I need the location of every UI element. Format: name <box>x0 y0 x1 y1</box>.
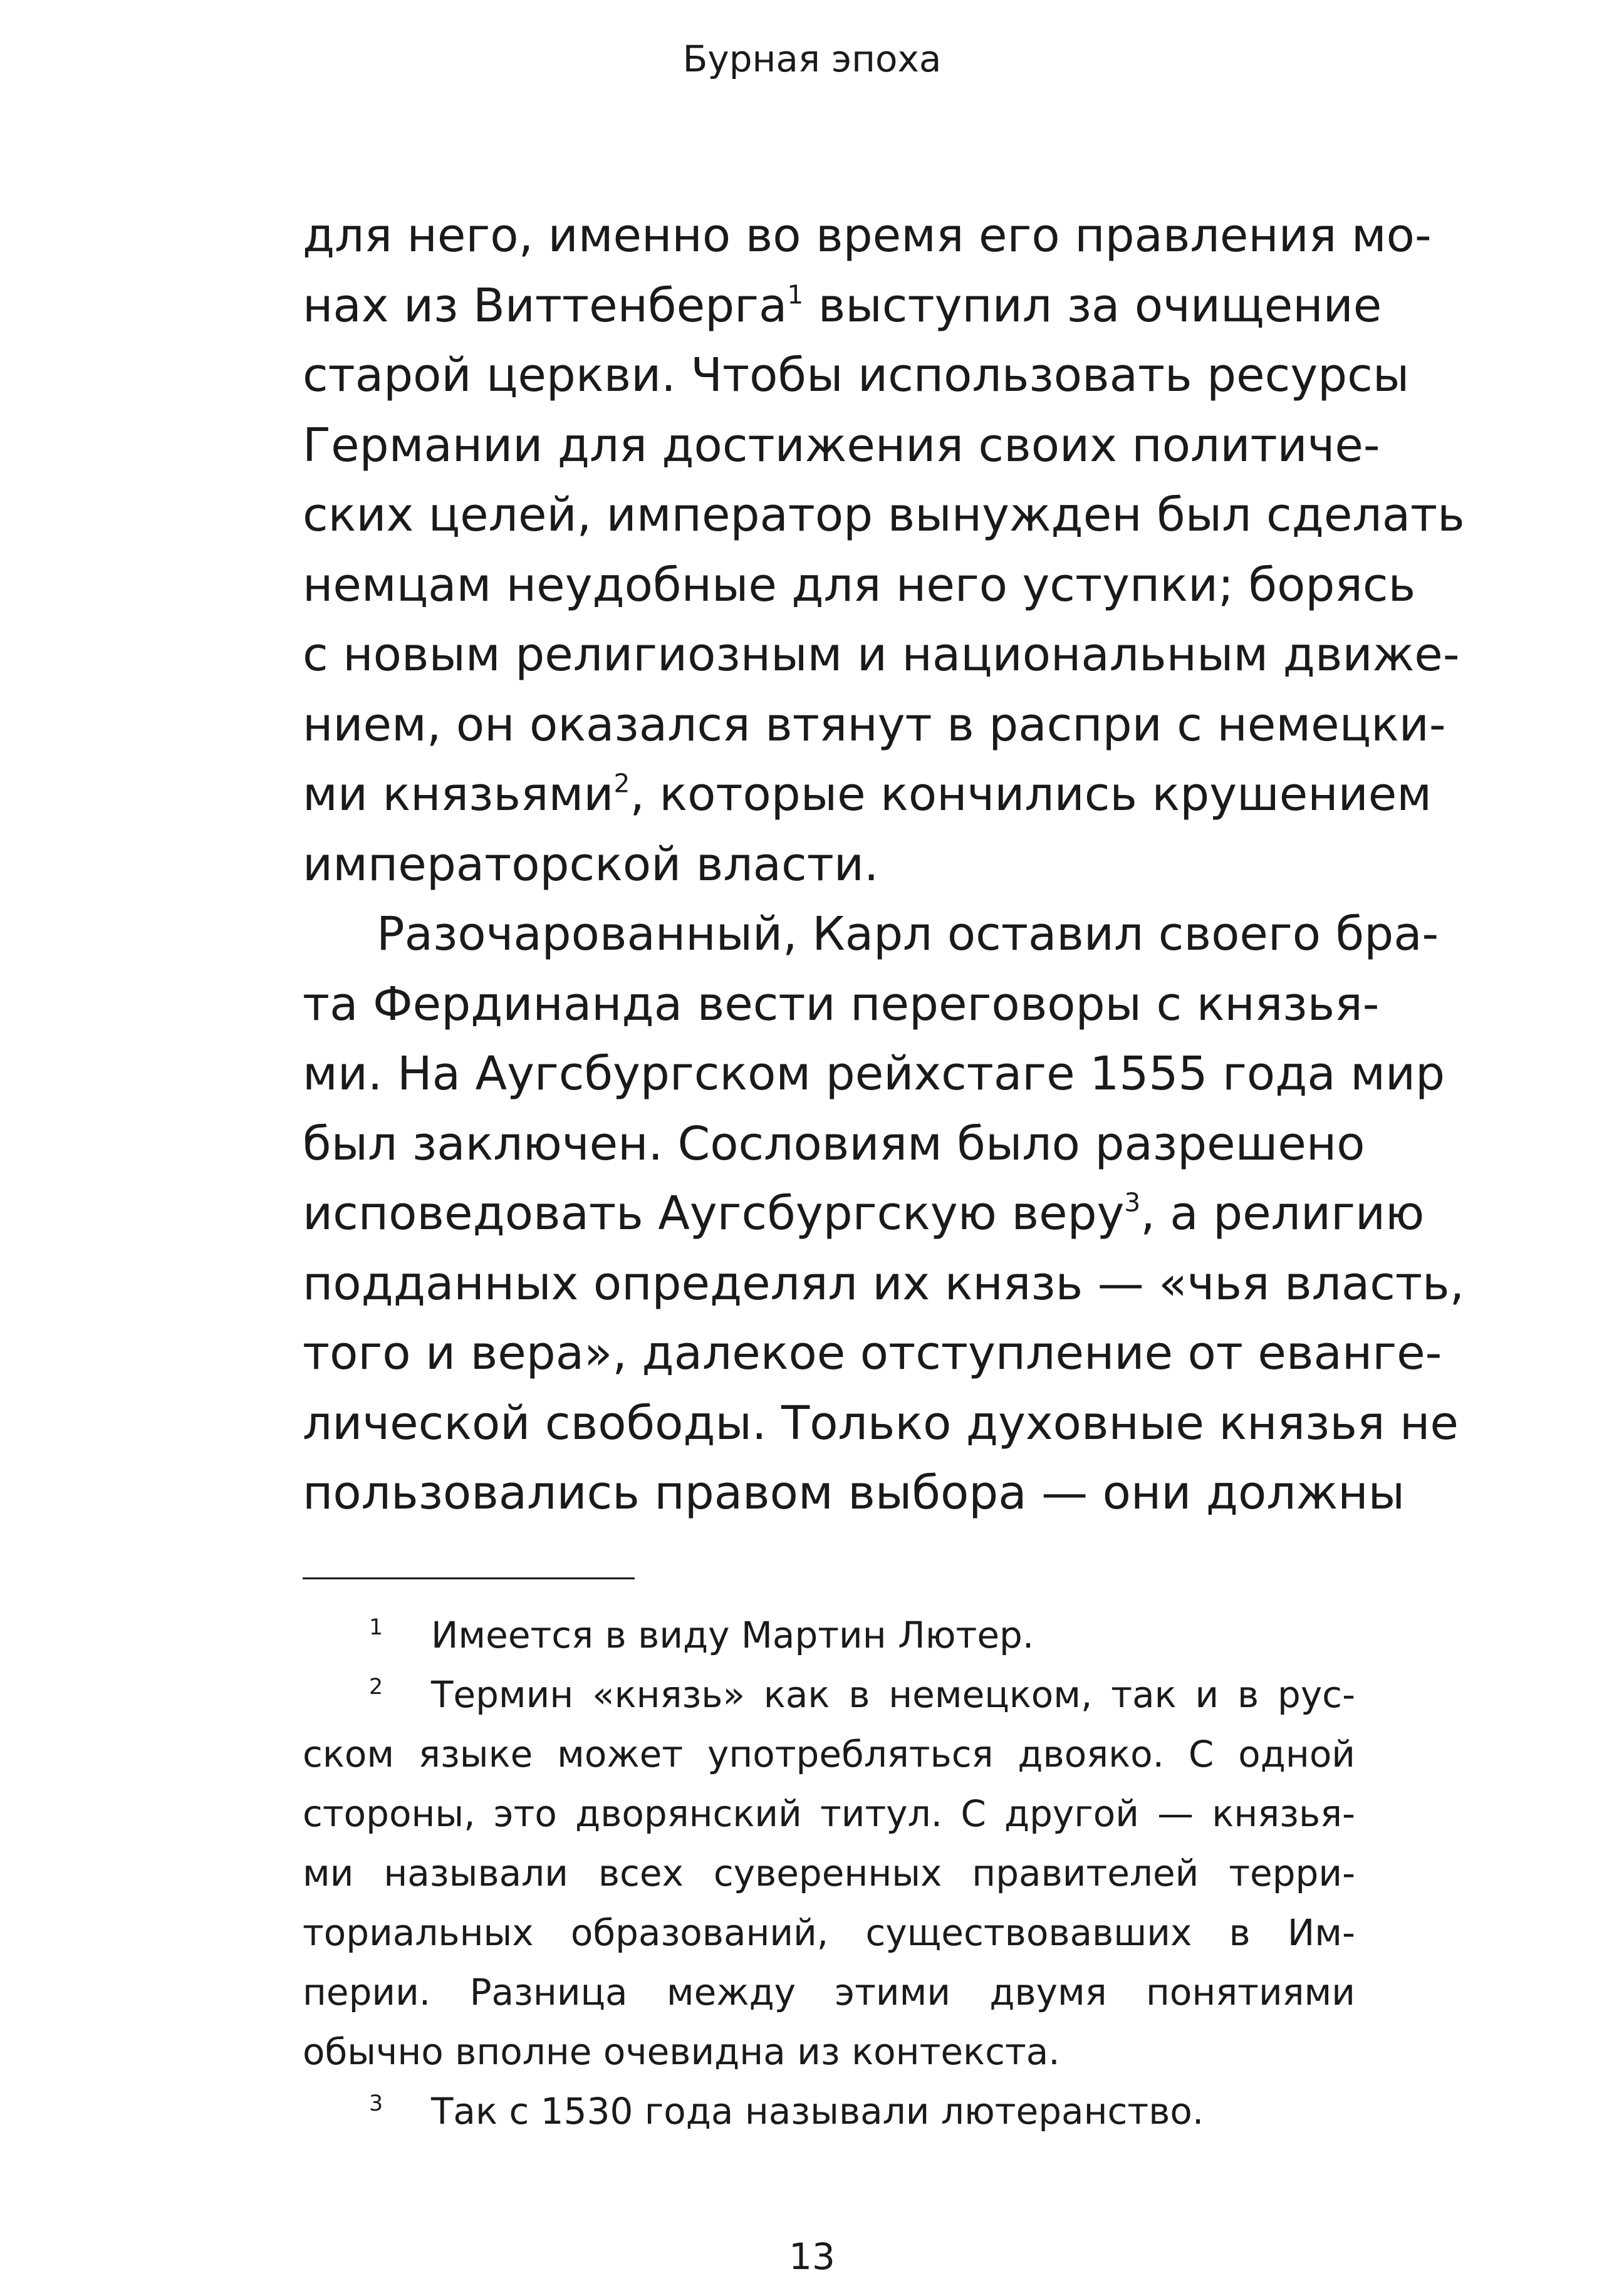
text-segment: старой церкви. Чтобы использовать ресурсы <box>303 348 1410 402</box>
text-segment: , а религию <box>1140 1187 1425 1240</box>
footnote-text: перии. Разница между этими двумя понятиями <box>303 1971 1355 2013</box>
text-segment: Разочарованный, Карл оставил своего бра- <box>377 907 1439 961</box>
text-segment: того и вера», далекое отступление от еванге- <box>303 1326 1442 1380</box>
text-line <box>303 900 1439 970</box>
text-line <box>303 1109 1365 1180</box>
text-segment: был заключен. Сословиям было разрешено <box>303 1116 1365 1171</box>
page-number: 13 <box>789 2235 835 2278</box>
footnote-text: Термин «князь» как в немецком, так и в рус- <box>431 1673 1355 1716</box>
text-segment: , которые кончились крушением <box>630 767 1432 821</box>
footnote-line <box>303 1784 1355 1844</box>
text-segment: выступил за очищение <box>803 278 1382 333</box>
footnote-ref[interactable]: 3 <box>1124 1187 1141 1218</box>
text-line <box>303 411 1380 481</box>
text-line <box>303 480 1465 551</box>
text-line <box>303 201 1432 271</box>
text-line <box>303 970 1380 1040</box>
text-line <box>303 1039 1445 1109</box>
text-segment: нием, он оказался втянут в распри с немецки- <box>303 697 1446 752</box>
text-segment: Германии для достижения своих политиче- <box>303 418 1380 472</box>
footnote-line: 2 Термин «князь» как в немецком, так и в рус- <box>369 1673 1355 1716</box>
text-line <box>303 620 1460 690</box>
text-segment: для него, именно во время его правления мо- <box>303 209 1432 262</box>
text-segment: пользовались правом выбора — они должны <box>303 1466 1405 1520</box>
text-line <box>303 760 1432 830</box>
text-line <box>303 830 1355 900</box>
text-line <box>303 341 1410 411</box>
text-segment: с новым религиозным и национальным движе- <box>303 628 1460 682</box>
footnote-text: ском языке может употребляться двояко. С одной <box>303 1733 1355 1775</box>
text-line <box>303 1389 1459 1459</box>
footnote-divider <box>303 1577 635 1579</box>
footnote-text: ми называли всех суверенных правителей терри- <box>303 1852 1355 1894</box>
text-segment: ских целей, император вынужден был сделать <box>303 488 1465 542</box>
text-segment: лической свободы. Только духовные князья не <box>303 1396 1459 1450</box>
footnotes <box>303 1606 1355 2141</box>
text-segment: исповедовать Аугсбургскую веру <box>303 1187 1125 1240</box>
footnote-text: обычно вполне очевидна из контекста. <box>303 2030 1060 2073</box>
footnote-line <box>303 1963 1355 2022</box>
footnote-line: 1 Имеется в виду Мартин Лютер. <box>369 1614 1034 1656</box>
main-text <box>303 201 1465 1529</box>
text-segment: ми князьями <box>303 767 614 821</box>
text-line <box>303 1179 1425 1249</box>
text-line <box>303 1319 1442 1389</box>
text-segment: немцам неудобные для него уступки; борясь <box>303 558 1416 612</box>
footnote-line <box>303 1903 1355 1963</box>
footnote-line <box>303 1844 1355 1903</box>
text-line <box>303 690 1446 761</box>
running-header: Бурная эпоха <box>682 38 942 80</box>
footnote-ref[interactable]: 2 <box>613 768 630 799</box>
text-segment: нах из Виттенберга <box>303 278 788 333</box>
text-line <box>303 1458 1405 1529</box>
footnote-text: Так с 1530 года называли лютеранство. <box>431 2090 1204 2132</box>
footnote-text: ториальных образований, существовавших в Им- <box>303 1911 1355 1954</box>
footnote-text: стороны, это дворянский титул. С другой — князья- <box>303 1792 1355 1835</box>
text-segment: подданных определял их князь — «чья власть, <box>303 1256 1465 1311</box>
footnote-line: 3 Так с 1530 года называли лютеранство. <box>369 2090 1204 2132</box>
footnote-text: Имеется в виду Мартин Лютер. <box>431 1614 1034 1656</box>
text-segment: та Фердинанда вести переговоры с князья- <box>303 977 1380 1031</box>
text-segment: императорской власти. <box>303 837 879 891</box>
footnote-line <box>303 2022 1355 2082</box>
text-segment: ми. На Аугсбургском рейхстаге 1555 года мир <box>303 1047 1445 1101</box>
text-line <box>303 551 1416 621</box>
footnote-ref[interactable]: 1 <box>787 279 804 310</box>
text-line <box>303 1249 1465 1319</box>
text-line <box>303 271 1382 341</box>
footnote-line <box>303 1725 1355 1784</box>
